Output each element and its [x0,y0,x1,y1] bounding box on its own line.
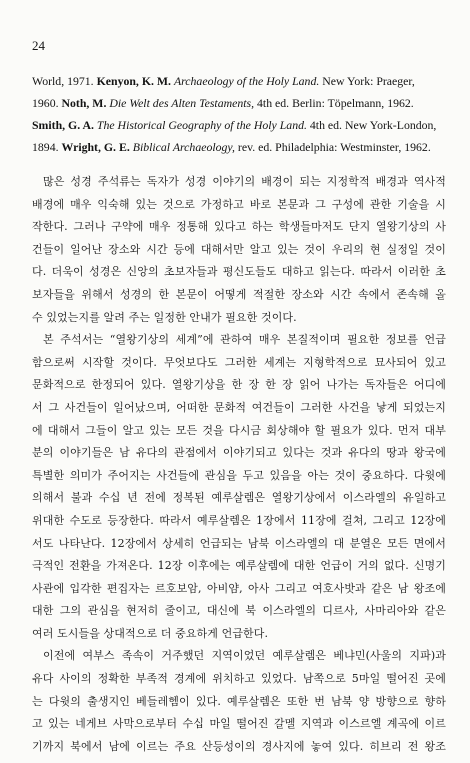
body-line: 서도 나타난다. 12장에서 상세히 언급되는 남북 이스라엘의 대 분열은 모든 면에서 [32,536,446,550]
book-title: The Historical Geography of the Holy Land. [96,118,307,132]
author-name: Noth, M. [61,96,107,110]
book-title: Archaeology of the Holy Land. [173,74,320,88]
body-line: 특별한 의미가 주어지는 사건들에 관심을 두고 있음을 아는 것이 중요하다. 다윗에 [32,468,446,482]
body-line: 작한다. 그러나 구약에 매우 정통해 있다고 하는 학생들마저도 단지 열왕기상의 사 [32,220,446,234]
bibliography-line [32,114,446,136]
author-name: Kenyon, K. M. [96,74,171,88]
citation-text: 1960. [32,96,62,110]
citation-text: New York: Praeger, [319,74,415,88]
body-line: 고 있는 네게브 사막으로부터 수십 마일 떨어진 갈멜 지역과 이스르엘 계곡에 이르 [32,717,446,731]
citation-text: 4th ed. New York-London, [306,118,437,132]
body-line: 여러 도시들을 상대적으로 더 중요하게 언급한다. [32,626,269,640]
bibliography-line [32,136,446,158]
bibliography-line [32,92,446,114]
body-line: 대한 그의 관심을 현저히 줄이고, 대신에 북 이스라엘의 디르사, 사마리아와 같은 [32,604,446,618]
body-line: 다. 더욱이 성경은 신앙의 초보자들과 평신도들도 대하고 읽는다. 따라서 이러한 초 [32,265,446,279]
body-line: 의해서 불과 수십 년 전에 정복된 예루살렘은 열왕기상에서 이스라엘의 유일하고 [32,491,446,505]
body-line: 건들이 일어난 장소와 시간 등에 대해서만 알고 있는 것이 우리의 현 실정일 것이 [32,242,446,256]
body-line: 배경에 매우 익숙해 있는 것으로 가정하고 바로 본문과 그 구성에 관한 기술을 시 [32,197,446,211]
body-line: 유다 사이의 정확한 부족적 경계에 위치하고 있었다. 남쪽으로 5마일 떨어진 곳에 [32,672,446,686]
body-line: 는 다윗의 출생지인 베들레헴이 있다. 예루살렘은 또한 번 남북 양 방향으로 향하 [32,694,446,708]
body-line: 서 그 사건들이 일어났으며, 어떠한 문화적 여건들이 그러한 사건을 낳게 되었는지 [32,400,446,414]
page-number: 24 [32,38,45,53]
body-text [32,171,446,758]
body-line: 기까지 북에서 남에 이르는 주요 산등성이의 경사지에 놓여 있다. 히브리 전 왕조 [32,739,446,753]
body-line: 분의 이야기들은 남 유다의 관점에서 이야기되고 있다는 것과 유다의 땅과 왕국에 [32,446,446,460]
citation-text: rev. ed. Philadelphia: Westminster, 1962. [234,140,431,154]
body-line: 많은 성경 주석류는 독자가 성경 이야기의 배경이 되는 지정학적 배경과 역사적 [43,175,446,188]
citation-text: World, 1971. [32,74,97,88]
author-name: Wright, G. E. [61,140,130,154]
body-line: 본 주석서는 “열왕기상의 세계”에 관하여 매우 본질적이며 필요한 정보를 언급 [43,333,446,347]
body-line: 극적인 전환을 가져온다. 12장 이후에는 예루살렘에 대한 언급이 거의 없다. 신명기 [32,559,446,573]
author-name: Smith, G. A. [32,118,94,132]
body-line: 수 있었는지를 알려 주는 일정한 안내가 필요한 것이다. [32,310,297,324]
body-line: 문화적으로 한정되어 있다. 열왕기상을 한 장 한 장 읽어 나가는 독자들은 어디에 [32,378,446,392]
citation-text: 4th ed. Berlin: Töpelmann, 1962. [254,96,414,110]
book-title: Biblical Archaeology, [132,140,235,154]
bibliography [32,70,446,158]
body-line: 사관에 입각한 편집자는 르호보암, 아비얌, 아사 그리고 여호사밧과 같은 남 왕조에 [32,581,446,595]
bibliography-line [32,70,446,92]
body-line: 이전에 여부스 족속이 거주했던 지역이었던 예루살렘은 베냐민(사울의 지파)과 [43,649,446,663]
citation-text: 1894. [32,140,62,154]
body-line: 보자들을 위해서 성경의 한 본문이 어떻게 적절한 장소와 시간 속에서 존속해 올 [32,287,446,301]
body-line: 함으로써 시작할 것이다. 무엇보다도 그러한 세계는 지형학적으로 묘사되어 있고 [32,355,446,369]
body-line: 에 대해서 그들이 알고 있는 모든 것을 다시금 회상해야 할 필요가 있다. 먼저 대부 [32,423,446,437]
book-title: Die Welt des Alten Testaments, [109,96,255,110]
body-line: 위대한 수도로 등장한다. 따라서 예루살렘은 1장에서 11장에 걸쳐, 그리고 12장에 [32,513,446,527]
